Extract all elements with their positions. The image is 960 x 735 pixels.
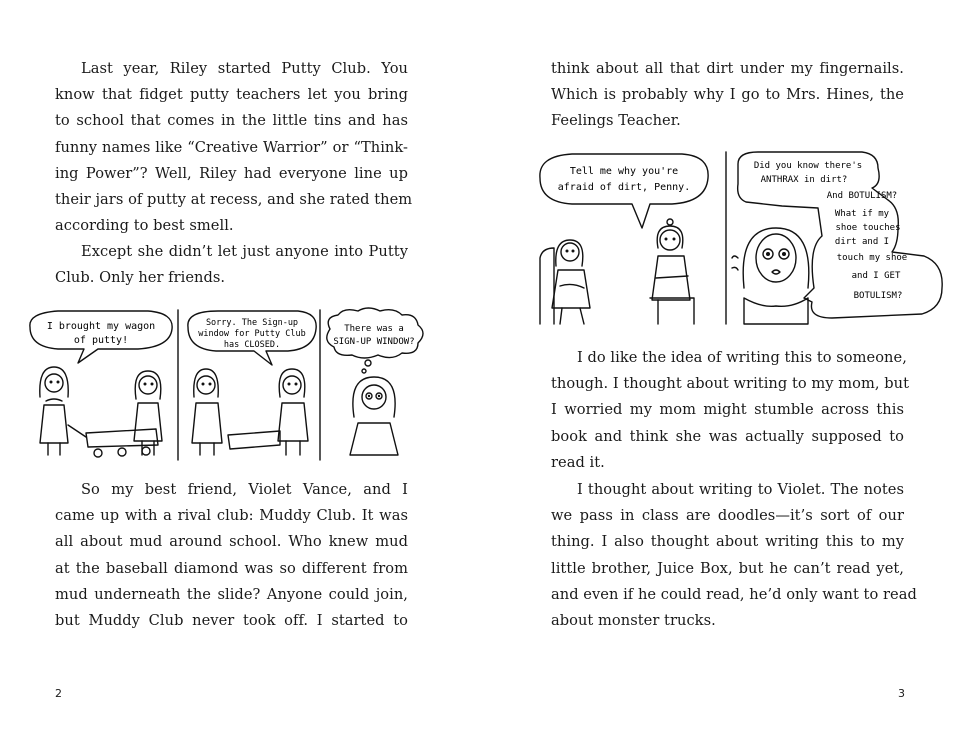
bubble-text: There was a xyxy=(344,324,404,334)
bubble-text: dirt and I xyxy=(834,237,890,247)
bubble-text: SIGN-UP WINDOW? xyxy=(333,337,415,347)
bubble-text: and I GET xyxy=(851,271,901,281)
bubble-text: has CLOSED. xyxy=(223,340,281,350)
bubble-text: And BOTULISM? xyxy=(826,191,898,201)
bubble-text: BOTULISM? xyxy=(853,291,903,301)
bubble-text: Tell me why you're xyxy=(569,166,679,177)
right-paragraph-2 xyxy=(551,345,910,476)
text-line: thing. I also thought about writing this to my xyxy=(551,533,904,551)
text-line: mud underneath the slide? Anyone could join, xyxy=(55,585,408,603)
text-line: and even if he could read, he’d only want to read xyxy=(551,585,917,603)
bubble-text: of putty! xyxy=(73,335,129,346)
bubble-text: Sorry. The Sign-up xyxy=(205,318,299,328)
right-page xyxy=(480,0,960,735)
putty-club-comic xyxy=(18,305,442,465)
text-line: So my best friend, Violet Vance, and I xyxy=(81,481,408,498)
left-paragraph-2 xyxy=(55,239,408,291)
text-line: think about all that dirt under my fingernails. xyxy=(551,60,904,77)
bubble-text: touch my shoe xyxy=(836,253,908,263)
text-line: but Muddy Club never took off. I started to xyxy=(55,612,408,630)
bubble-text: window for Putty Club xyxy=(198,329,306,339)
text-line: Feelings Teacher. xyxy=(551,112,681,130)
text-line: to school that comes in the little tins and has xyxy=(55,112,408,130)
text-line: book and think she was actually supposed to xyxy=(551,427,904,445)
bubble-text: shoe touches xyxy=(835,223,901,233)
text-line: Except she didn’t let just anyone into Putty xyxy=(81,243,408,260)
text-line: came up with a rival club: Muddy Club. It was xyxy=(55,507,408,525)
text-line: read it. xyxy=(551,453,605,471)
text-line: about monster trucks. xyxy=(551,612,716,630)
text-line: ing Power”? Well, Riley had everyone line up xyxy=(55,164,408,182)
text-line: funny names like “Creative Warrior” or “Think- xyxy=(55,138,408,156)
text-line: I do like the idea of writing this to someone, xyxy=(577,349,907,366)
text-line: their jars of putty at recess, and she rated them xyxy=(55,191,413,209)
text-line: little brother, Juice Box, but he can’t read yet, xyxy=(551,559,904,577)
text-line: we pass in class are doodles—it’s sort of our xyxy=(551,507,904,525)
right-paragraph-3 xyxy=(551,477,917,634)
text-line: know that fidget putty teachers let you bring xyxy=(55,86,408,104)
text-line: at the baseball diamond was so different from xyxy=(55,559,408,577)
right-paragraph-1 xyxy=(551,56,904,135)
bubble-text: What if my xyxy=(834,209,890,219)
text-line: Which is probably why I go to Mrs. Hines, the xyxy=(551,86,904,104)
page-number: 3 xyxy=(898,687,905,700)
text-line: I worried my mom might stumble across this xyxy=(551,401,904,419)
bubble-text: I brought my wagon xyxy=(46,321,156,332)
page-number: 2 xyxy=(55,687,62,700)
text-line: Last year, Riley started Putty Club. You xyxy=(81,60,408,77)
text-line: Club. Only her friends. xyxy=(55,269,226,287)
text-line: all about mud around school. Who knew mud xyxy=(55,533,408,551)
text-line: though. I thought about writing to my mom, but xyxy=(551,375,910,393)
text-line: I thought about writing to Violet. The notes xyxy=(577,481,904,498)
feelings-teacher-comic xyxy=(532,148,946,328)
left-paragraph-3 xyxy=(55,477,408,634)
bubble-text: afraid of dirt, Penny. xyxy=(557,182,691,193)
text-line: according to best smell. xyxy=(55,217,234,235)
bubble-text: Did you know there's xyxy=(753,161,863,171)
left-paragraph-1 xyxy=(55,56,413,239)
bubble-text: ANTHRAX in dirt? xyxy=(760,175,848,185)
